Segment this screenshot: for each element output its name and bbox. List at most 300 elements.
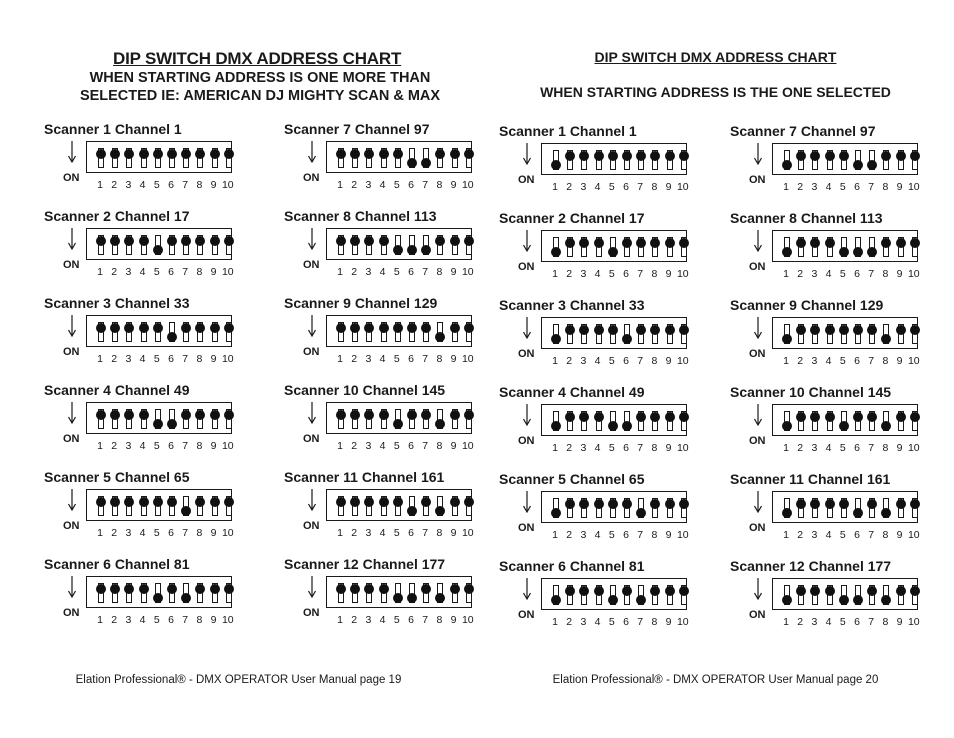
- dip-switch-8: [883, 237, 889, 257]
- switch-lever: [679, 151, 689, 161]
- switch-lever: [565, 586, 575, 596]
- switch-lever: [379, 149, 389, 159]
- dip-switch-10: [912, 237, 918, 257]
- switch-number: 10: [907, 181, 920, 193]
- switch-number: 10: [676, 616, 689, 628]
- switch-number: 1: [552, 268, 558, 280]
- switch-number: 2: [351, 353, 358, 365]
- switch-lever: [96, 149, 106, 159]
- dip-switch-3: [581, 585, 587, 605]
- down-arrow-icon: [522, 491, 532, 513]
- switch-lever: [364, 410, 374, 420]
- switch-lever: [622, 421, 632, 431]
- dip-switch-8: [883, 411, 889, 431]
- switch-lever: [350, 410, 360, 420]
- dip-switch-8: [652, 150, 658, 170]
- switch-lever: [867, 247, 877, 257]
- dip-switch-3: [581, 498, 587, 518]
- dip-switch-block: [730, 210, 930, 290]
- switch-number: 7: [868, 616, 875, 628]
- dip-switch-block: [44, 469, 244, 549]
- dip-switch-2: [798, 411, 804, 431]
- dip-switch-1: [338, 496, 344, 516]
- switch-number: 4: [825, 355, 832, 367]
- switch-number: 8: [882, 181, 889, 193]
- dip-switch-10: [226, 148, 232, 168]
- switch-lever: [210, 323, 220, 333]
- dip-switch-9: [667, 237, 673, 257]
- dip-switch-4: [827, 411, 833, 431]
- dip-switch-housing: [86, 576, 232, 608]
- switch-lever: [379, 323, 389, 333]
- on-label: ON: [518, 174, 535, 186]
- scanner-channel-label: Scanner 11 Channel 161: [284, 469, 445, 485]
- dip-switch-4: [827, 585, 833, 605]
- on-label: ON: [303, 259, 320, 271]
- dip-switch-3: [126, 148, 132, 168]
- dip-switch-2: [352, 583, 358, 603]
- switch-number: 10: [461, 527, 474, 539]
- switch-number: 9: [450, 266, 457, 278]
- switch-number: 5: [153, 353, 160, 365]
- switch-lever: [594, 238, 604, 248]
- switch-lever: [867, 160, 877, 170]
- dip-switch-housing: [326, 315, 472, 347]
- dip-switch-7: [638, 324, 644, 344]
- switch-lever: [636, 238, 646, 248]
- switch-lever: [336, 149, 346, 159]
- switch-number: 7: [182, 527, 189, 539]
- down-arrow-icon: [522, 317, 532, 339]
- switch-number: 2: [351, 179, 358, 191]
- switch-number: 2: [351, 614, 358, 626]
- switch-lever: [139, 149, 149, 159]
- switch-number: 5: [153, 266, 160, 278]
- switch-lever: [336, 584, 346, 594]
- dip-switch-10: [226, 496, 232, 516]
- on-label: ON: [518, 522, 535, 534]
- dip-switch-5: [610, 324, 616, 344]
- switch-lever: [393, 149, 403, 159]
- switch-lever: [910, 499, 920, 509]
- switch-lever: [665, 586, 675, 596]
- switch-lever: [393, 245, 403, 255]
- dip-switch-6: [169, 148, 175, 168]
- dip-switch-1: [338, 148, 344, 168]
- switch-number: 10: [907, 529, 920, 541]
- switch-lever: [910, 238, 920, 248]
- dip-switch-8: [437, 583, 443, 603]
- switch-number: 8: [436, 614, 443, 626]
- switch-number: 8: [651, 355, 658, 367]
- dip-switch-10: [681, 150, 687, 170]
- switch-number: 1: [552, 529, 558, 541]
- dip-switch-5: [155, 322, 161, 342]
- switch-number: 6: [854, 181, 860, 193]
- dip-switch-9: [452, 409, 458, 429]
- switch-number: 9: [896, 529, 903, 541]
- switch-lever: [622, 499, 632, 509]
- dip-switch-1: [98, 409, 104, 429]
- switch-lever: [224, 323, 234, 333]
- dip-switch-9: [212, 583, 218, 603]
- switch-lever: [153, 323, 163, 333]
- down-arrow-icon: [753, 230, 763, 252]
- switch-number: 4: [825, 181, 832, 193]
- dip-switch-3: [126, 409, 132, 429]
- switch-lever: [579, 412, 589, 422]
- dip-switch-10: [912, 150, 918, 170]
- dip-switch-8: [883, 498, 889, 518]
- dip-switch-4: [141, 583, 147, 603]
- scanner-channel-label: Scanner 6 Channel 81: [44, 556, 190, 572]
- switch-number: 10: [461, 353, 474, 365]
- switch-lever: [636, 325, 646, 335]
- down-arrow-icon: [522, 230, 532, 252]
- switch-lever: [336, 236, 346, 246]
- switch-number: 7: [182, 179, 189, 191]
- switch-lever: [910, 325, 920, 335]
- dip-switch-6: [855, 324, 861, 344]
- dip-switch-9: [898, 585, 904, 605]
- dip-switch-8: [197, 235, 203, 255]
- dip-switch-2: [112, 148, 118, 168]
- switch-lever: [565, 499, 575, 509]
- switch-number: 8: [196, 527, 203, 539]
- switch-lever: [407, 506, 417, 516]
- switch-number: 7: [182, 266, 189, 278]
- switch-lever: [224, 410, 234, 420]
- dip-switch-1: [784, 324, 790, 344]
- dip-switch-9: [667, 324, 673, 344]
- dip-switch-7: [869, 237, 875, 257]
- dip-switch-2: [567, 150, 573, 170]
- switch-lever: [608, 325, 618, 335]
- on-label: ON: [303, 433, 320, 445]
- switch-number: 4: [594, 181, 601, 193]
- dip-switch-8: [437, 496, 443, 516]
- switch-lever: [650, 238, 660, 248]
- down-arrow-icon: [67, 489, 77, 511]
- switch-number: 3: [811, 616, 818, 628]
- dip-switch-9: [667, 411, 673, 431]
- switch-number: 3: [365, 179, 372, 191]
- switch-lever: [167, 584, 177, 594]
- dip-switch-4: [141, 148, 147, 168]
- switch-number: 6: [623, 529, 629, 541]
- switch-lever: [153, 593, 163, 603]
- switch-number: 1: [337, 527, 343, 539]
- switch-number: 2: [797, 355, 804, 367]
- switch-lever: [782, 421, 792, 431]
- switch-number: 9: [896, 616, 903, 628]
- switch-lever: [195, 497, 205, 507]
- switch-number: 6: [854, 442, 860, 454]
- dip-switch-7: [869, 150, 875, 170]
- on-label: ON: [63, 520, 80, 532]
- switch-number: 6: [168, 614, 174, 626]
- switch-number: 5: [393, 266, 400, 278]
- switch-number: 1: [783, 616, 789, 628]
- dip-switch-7: [869, 324, 875, 344]
- switch-number: 7: [637, 355, 644, 367]
- dip-switch-10: [226, 235, 232, 255]
- switch-lever: [464, 497, 474, 507]
- switch-lever: [839, 325, 849, 335]
- dip-switch-4: [596, 498, 602, 518]
- on-label: ON: [303, 607, 320, 619]
- switch-number: 4: [379, 440, 386, 452]
- dip-switch-2: [112, 409, 118, 429]
- dip-switch-2: [112, 235, 118, 255]
- switch-lever: [665, 151, 675, 161]
- on-label: ON: [63, 172, 80, 184]
- switch-lever: [636, 508, 646, 518]
- switch-lever: [796, 499, 806, 509]
- dip-switch-7: [183, 322, 189, 342]
- switch-lever: [364, 149, 374, 159]
- dip-switch-3: [581, 411, 587, 431]
- switch-lever: [195, 584, 205, 594]
- switch-lever: [110, 410, 120, 420]
- down-arrow-icon: [307, 402, 317, 424]
- dip-switch-housing: [541, 143, 687, 175]
- switch-number: 4: [594, 442, 601, 454]
- switch-number: 7: [868, 529, 875, 541]
- switch-lever: [379, 236, 389, 246]
- switch-lever: [594, 325, 604, 335]
- dip-switch-housing: [772, 143, 918, 175]
- switch-number: 6: [168, 179, 174, 191]
- switch-number: 7: [422, 527, 429, 539]
- dip-switch-10: [466, 496, 472, 516]
- scanner-channel-label: Scanner 12 Channel 177: [730, 558, 892, 574]
- switch-lever: [435, 593, 445, 603]
- dip-switch-2: [567, 498, 573, 518]
- switch-lever: [910, 586, 920, 596]
- switch-lever: [796, 151, 806, 161]
- switch-number: 9: [450, 353, 457, 365]
- switch-number: 1: [783, 529, 789, 541]
- dip-switch-8: [197, 496, 203, 516]
- dip-switch-7: [638, 498, 644, 518]
- dip-switch-2: [798, 150, 804, 170]
- switch-lever: [622, 586, 632, 596]
- dip-switch-9: [212, 148, 218, 168]
- dip-switch-2: [798, 585, 804, 605]
- on-label: ON: [63, 346, 80, 358]
- switch-lever: [139, 323, 149, 333]
- switch-number: 2: [351, 266, 358, 278]
- switch-lever: [153, 149, 163, 159]
- switch-lever: [450, 323, 460, 333]
- dip-switch-7: [183, 235, 189, 255]
- dip-switch-1: [553, 411, 559, 431]
- dip-switch-7: [638, 411, 644, 431]
- dip-switch-9: [898, 498, 904, 518]
- dip-switch-7: [869, 585, 875, 605]
- switch-lever: [407, 593, 417, 603]
- dip-switch-block: [730, 558, 930, 638]
- dip-switch-8: [883, 585, 889, 605]
- switch-number: 4: [825, 616, 832, 628]
- dip-switch-1: [553, 324, 559, 344]
- switch-number: 4: [825, 529, 832, 541]
- on-label: ON: [518, 609, 535, 621]
- switch-lever: [839, 421, 849, 431]
- switch-lever: [853, 247, 863, 257]
- switch-lever: [450, 236, 460, 246]
- switch-number: 10: [676, 268, 689, 280]
- switch-number: 3: [125, 440, 132, 452]
- switch-number: 3: [365, 614, 372, 626]
- switch-lever: [896, 412, 906, 422]
- switch-lever: [435, 236, 445, 246]
- dip-switch-4: [381, 496, 387, 516]
- dip-switch-9: [212, 496, 218, 516]
- dip-switch-2: [567, 585, 573, 605]
- switch-lever: [181, 149, 191, 159]
- switch-lever: [139, 410, 149, 420]
- switch-number: 8: [196, 353, 203, 365]
- switch-number: 7: [868, 268, 875, 280]
- on-label: ON: [749, 522, 766, 534]
- scanner-channel-label: Scanner 11 Channel 161: [730, 471, 891, 487]
- dip-switch-7: [423, 235, 429, 255]
- switch-number: 8: [196, 266, 203, 278]
- down-arrow-icon: [522, 143, 532, 165]
- switch-lever: [896, 151, 906, 161]
- switch-number: 3: [580, 442, 587, 454]
- dip-switch-6: [169, 409, 175, 429]
- dip-switch-6: [624, 237, 630, 257]
- dip-switch-8: [197, 409, 203, 429]
- dip-switch-2: [798, 237, 804, 257]
- dip-switch-6: [624, 324, 630, 344]
- dip-switch-7: [183, 409, 189, 429]
- dip-switch-1: [338, 583, 344, 603]
- switch-number: 6: [854, 616, 860, 628]
- switch-number: 10: [676, 442, 689, 454]
- switch-lever: [650, 586, 660, 596]
- dip-switch-10: [466, 235, 472, 255]
- switch-lever: [679, 586, 689, 596]
- dip-switch-housing: [326, 402, 472, 434]
- switch-lever: [782, 595, 792, 605]
- switch-number: 1: [783, 268, 789, 280]
- dip-switch-4: [381, 235, 387, 255]
- dip-switch-8: [883, 324, 889, 344]
- switch-lever: [881, 508, 891, 518]
- dip-switch-block: [284, 556, 484, 636]
- dip-switch-5: [155, 235, 161, 255]
- dip-switch-housing: [541, 317, 687, 349]
- switch-number: 3: [811, 529, 818, 541]
- left-subtitle-line-1: WHEN STARTING ADDRESS IS ONE MORE THAN: [89, 70, 431, 86]
- dip-switch-6: [169, 322, 175, 342]
- dip-switch-2: [352, 496, 358, 516]
- switch-number: 4: [379, 527, 386, 539]
- dip-switch-7: [638, 150, 644, 170]
- switch-number: 4: [594, 355, 601, 367]
- switch-number: 7: [422, 179, 429, 191]
- dip-switch-7: [423, 322, 429, 342]
- dip-switch-housing: [772, 578, 918, 610]
- dip-switch-10: [466, 148, 472, 168]
- switch-lever: [435, 419, 445, 429]
- dip-switch-10: [681, 237, 687, 257]
- switch-number: 3: [811, 268, 818, 280]
- switch-lever: [636, 151, 646, 161]
- switch-lever: [96, 497, 106, 507]
- switch-lever: [867, 412, 877, 422]
- dip-switch-7: [423, 409, 429, 429]
- switch-number: 6: [623, 355, 629, 367]
- switch-lever: [464, 410, 474, 420]
- dip-switch-housing: [326, 489, 472, 521]
- dip-switch-housing: [326, 576, 472, 608]
- dip-switch-4: [381, 409, 387, 429]
- dip-switch-10: [681, 498, 687, 518]
- switch-lever: [810, 238, 820, 248]
- dip-switch-housing: [86, 402, 232, 434]
- switch-number: 1: [97, 266, 103, 278]
- switch-lever: [139, 584, 149, 594]
- switch-lever: [195, 236, 205, 246]
- switch-number: 4: [379, 353, 386, 365]
- switch-number: 9: [665, 616, 672, 628]
- switch-lever: [393, 593, 403, 603]
- switch-lever: [636, 595, 646, 605]
- dip-switch-10: [681, 585, 687, 605]
- dip-switch-4: [141, 496, 147, 516]
- dip-switch-3: [126, 322, 132, 342]
- dip-switch-block: [44, 556, 244, 636]
- dip-switch-7: [423, 583, 429, 603]
- switch-number: 7: [637, 268, 644, 280]
- dip-switch-housing: [541, 578, 687, 610]
- switch-number: 8: [196, 440, 203, 452]
- switch-number: 9: [450, 614, 457, 626]
- dip-switch-1: [98, 148, 104, 168]
- scanner-channel-label: Scanner 10 Channel 145: [730, 384, 892, 400]
- dip-switch-6: [409, 409, 415, 429]
- dip-switch-4: [596, 411, 602, 431]
- scanner-channel-label: Scanner 4 Channel 49: [499, 384, 645, 400]
- switch-lever: [782, 334, 792, 344]
- switch-number: 2: [797, 442, 804, 454]
- switch-number: 1: [97, 179, 103, 191]
- left-page-footer: Elation Professional® - DMX OPERATOR User Manual page 19: [75, 674, 402, 686]
- dip-switch-7: [869, 498, 875, 518]
- dip-switch-3: [812, 585, 818, 605]
- dip-switch-10: [912, 411, 918, 431]
- switch-number: 8: [882, 268, 889, 280]
- dip-switch-2: [112, 322, 118, 342]
- switch-lever: [839, 151, 849, 161]
- switch-lever: [195, 410, 205, 420]
- switch-lever: [796, 586, 806, 596]
- dip-switch-1: [553, 150, 559, 170]
- dip-switch-10: [681, 324, 687, 344]
- dip-switch-7: [869, 411, 875, 431]
- switch-number: 6: [168, 527, 174, 539]
- switch-number: 7: [868, 355, 875, 367]
- switch-lever: [881, 421, 891, 431]
- switch-number: 6: [623, 181, 629, 193]
- switch-number: 6: [408, 527, 414, 539]
- dip-switch-8: [652, 498, 658, 518]
